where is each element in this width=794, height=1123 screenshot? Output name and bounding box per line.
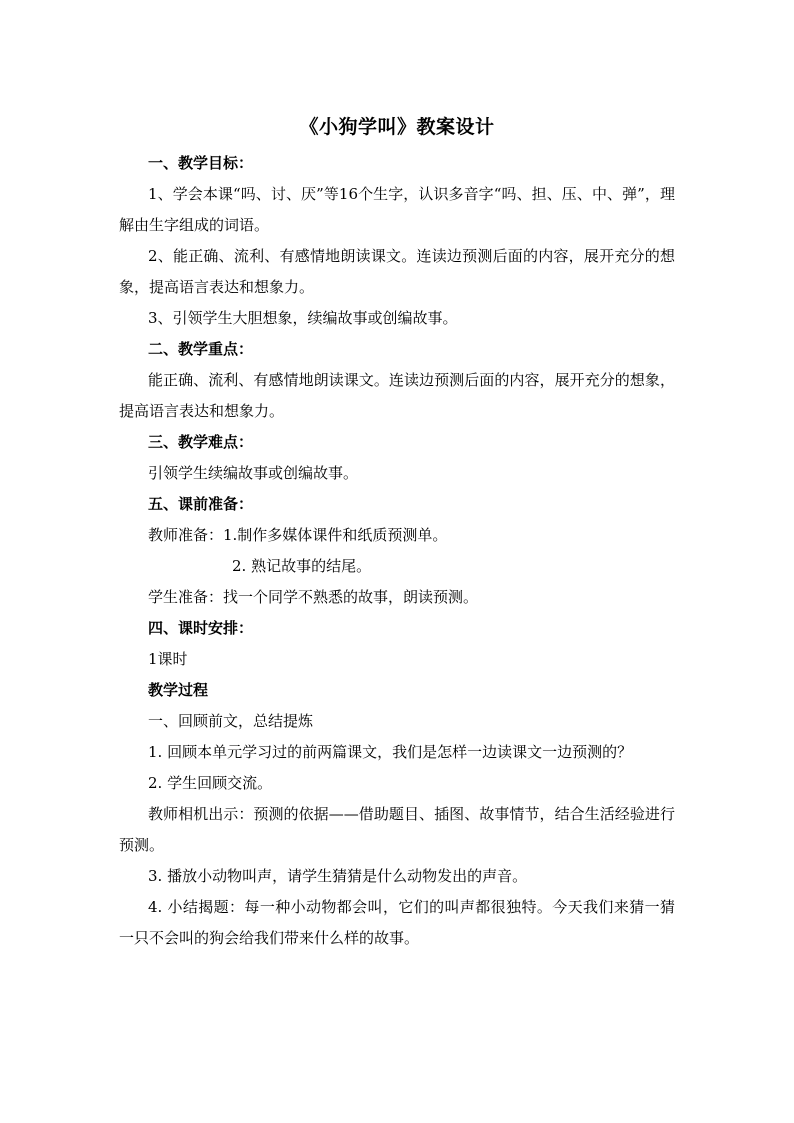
step-1-item-3: 3. 播放小动物叫声，请学生猜猜是什么动物发出的声音。 xyxy=(148,867,528,885)
step-1-heading: 一、回顾前文，总结提炼 xyxy=(148,712,314,730)
document-title: 《小狗学叫》教案设计 xyxy=(299,116,495,138)
goal-1: 1、学会本课“吗、讨、厌”等16个生字，认识多音字“吗、担、压、中、弹”，理解由生字组成的词语。 xyxy=(119,185,675,234)
teacher-preparation-1: 教师准备：1.制作多媒体课件和纸质预测单。 xyxy=(148,526,448,544)
schedule-text: 1课时 xyxy=(148,650,188,668)
schedule-heading: 四、课时安排： xyxy=(148,619,254,637)
difficulty-text: 引领学生续编故事或创编故事。 xyxy=(148,464,359,482)
key-points-heading: 二、教学重点： xyxy=(148,340,254,358)
goal-2: 2、能正确、流利、有感情地朗读课文。连读边预测后面的内容，展开充分的想象，提高语言表达和想象力。 xyxy=(119,247,675,296)
goal-3: 3、引领学生大胆想象，续编故事或创编故事。 xyxy=(148,309,458,327)
step-1-teacher-show: 教师相机出示：预测的依据——借助题目、插图、故事情节，结合生活经验进行预测。 xyxy=(119,805,675,854)
step-1-item-4: 4. 小结揭题：每一种小动物都会叫，它们的叫声都很独特。今天我们来猜一猜一只不会叫的狗会给我们带来什么样的故事。 xyxy=(119,898,675,947)
key-points-text: 能正确、流利、有感情地朗读课文。连读边预测后面的内容，展开充分的想象，提高语言表达和想象力。 xyxy=(119,371,675,420)
step-1-item-1: 1. 回顾本单元学习过的前两篇课文，我们是怎样一边读课文一边预测的？ xyxy=(148,743,633,761)
goals-heading: 一、教学目标： xyxy=(148,154,254,172)
process-heading: 教学过程 xyxy=(148,681,209,699)
step-1-item-2: 2. 学生回顾交流。 xyxy=(148,774,273,792)
teacher-preparation-2: 2. 熟记故事的结尾。 xyxy=(232,557,372,575)
student-preparation: 学生准备：找一个同学不熟悉的故事，朗读预测。 xyxy=(148,588,479,606)
difficulty-heading: 三、教学难点： xyxy=(148,433,254,451)
document-body xyxy=(119,148,675,954)
preparation-heading: 五、课前准备： xyxy=(148,495,254,513)
